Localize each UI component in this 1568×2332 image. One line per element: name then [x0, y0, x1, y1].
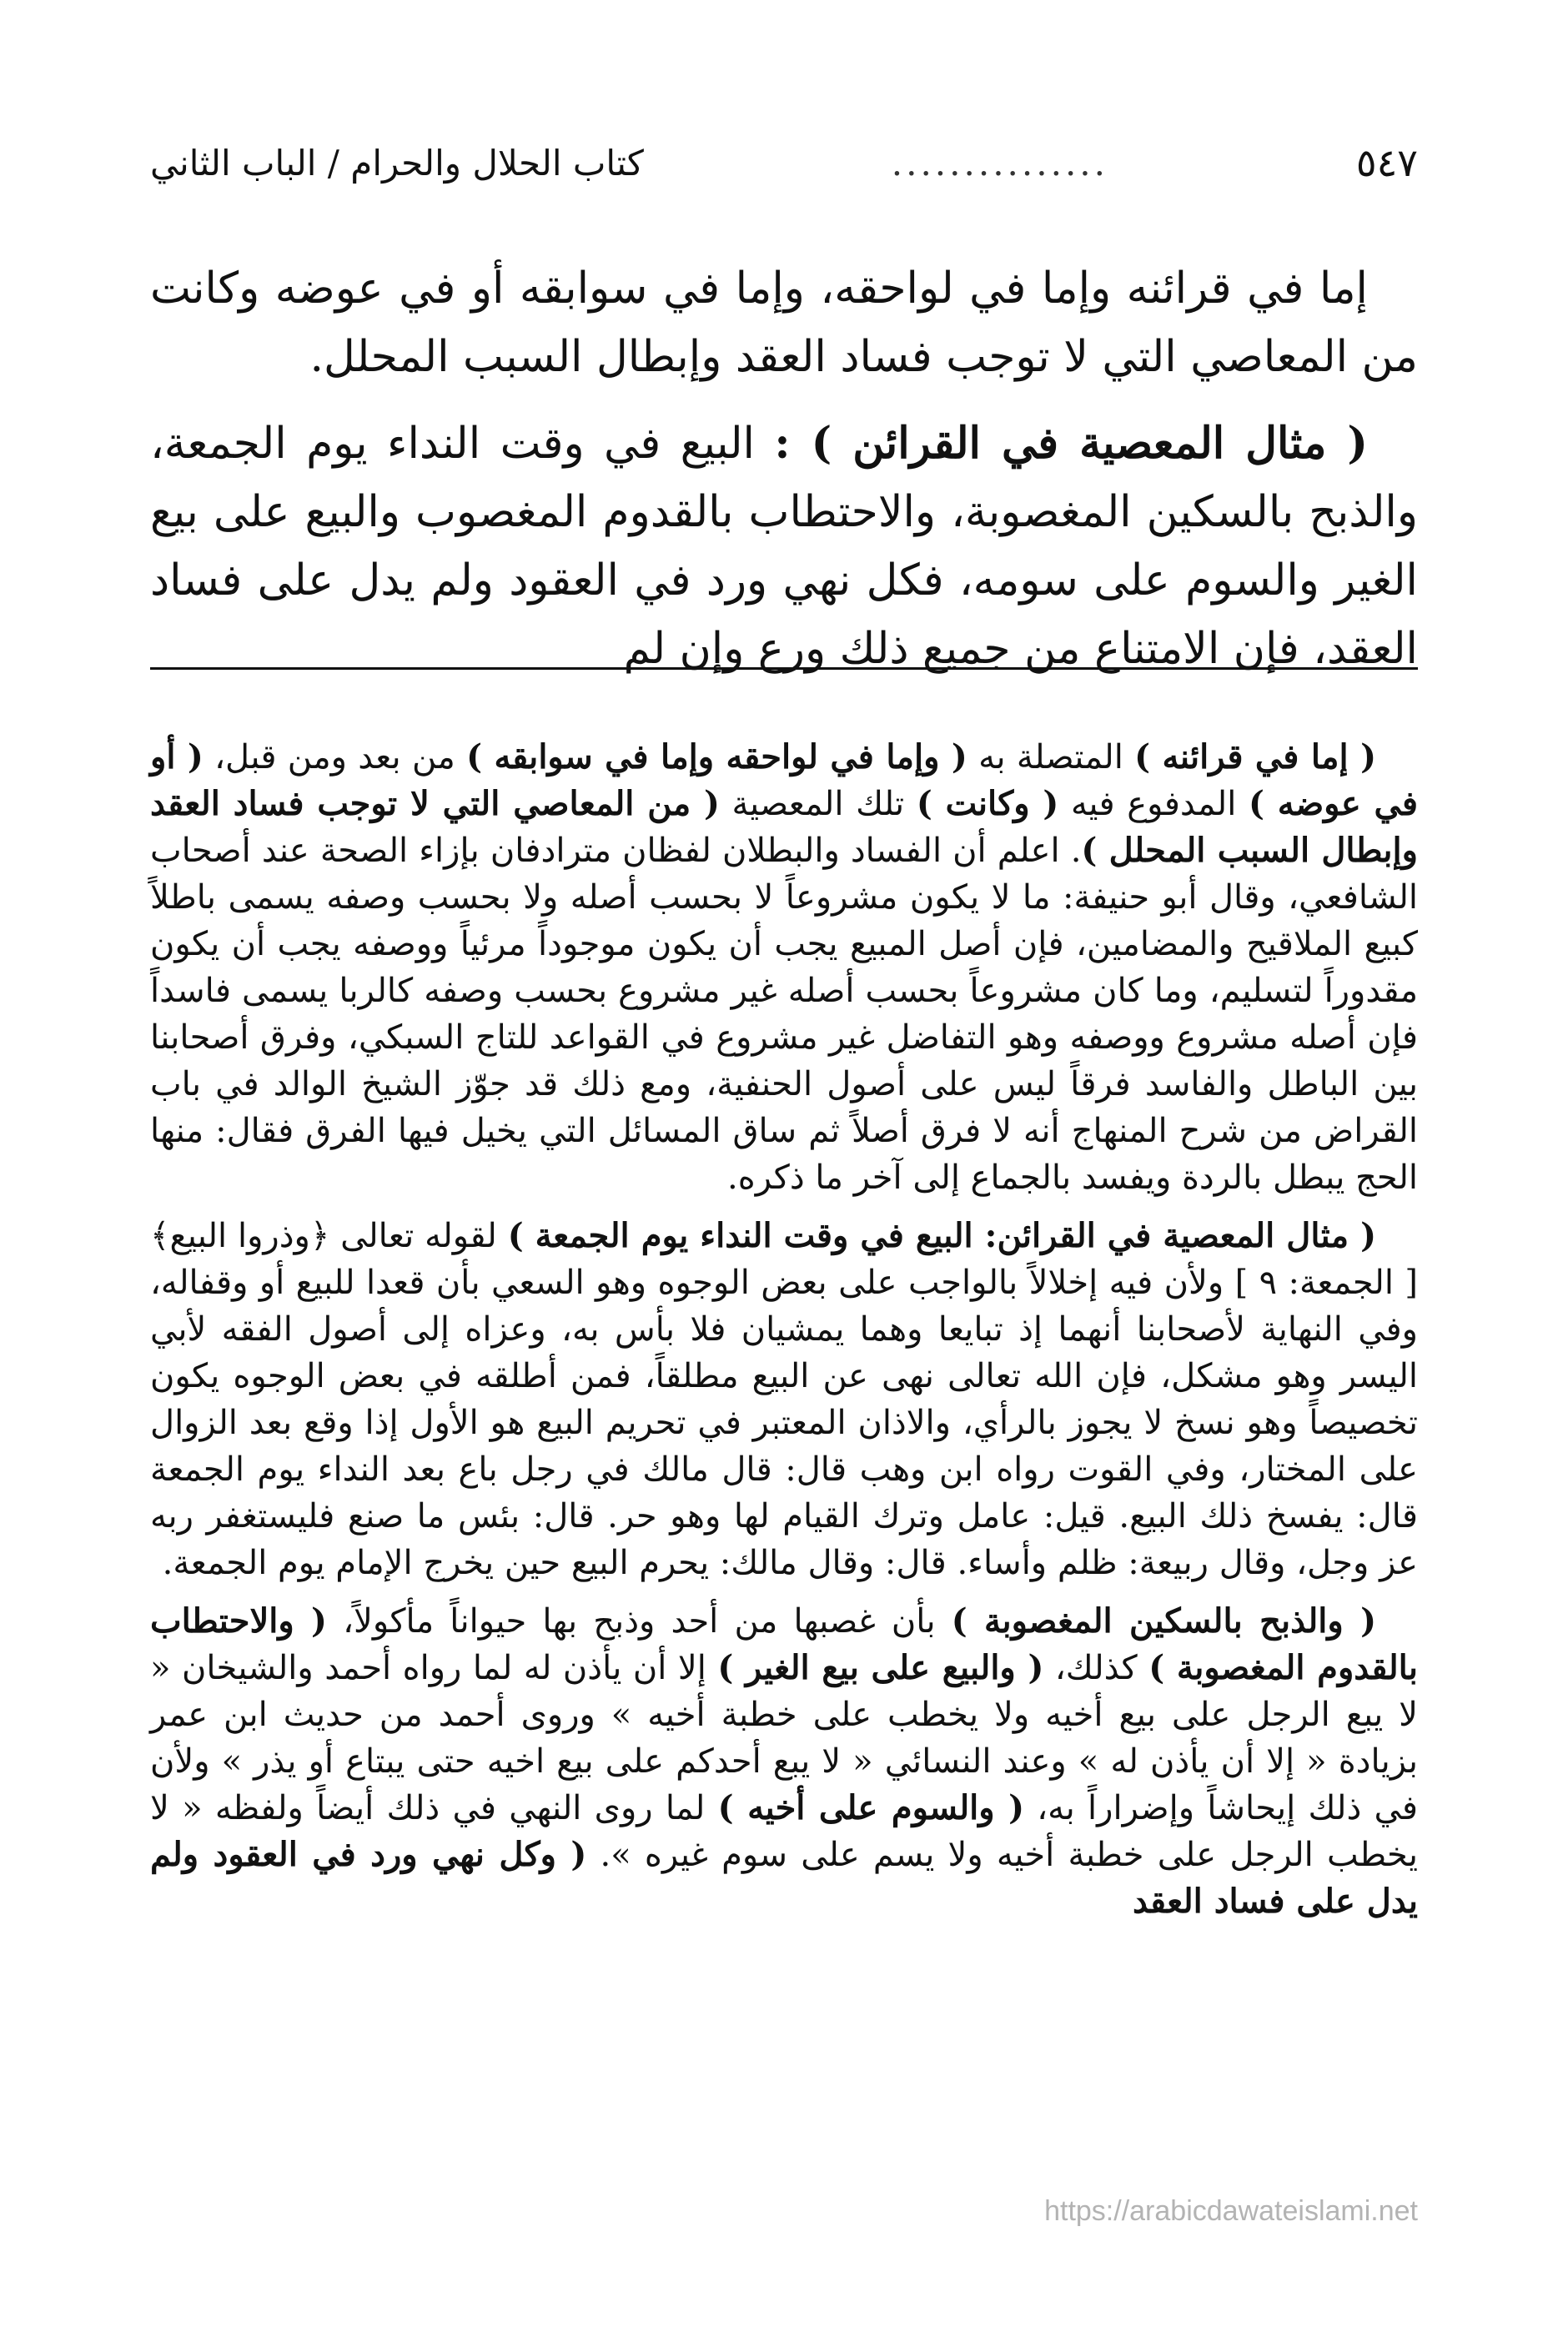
- explanation: . اعلم أن الفساد والبطلان لفظان مترادفان بإزاء الصحة عند أصحاب الشافعي، وقال أبو حنيفة: ما لا يكون مشروعاً لا بحسب أصله ولا بحسب وصفه يسمى باطلاً كبيع الملاقيح والمضامين، فإن أصل المبيع يجب أن يكون موجوداً مرئياً ووصفه يجب أن يكون مقدوراً لتسليم، وما كان مشروعاً بحسب أصله غير مشروع بحسب وصفه كالربا يسمى فاسداً فإن أصله مشروع ووصفه وهو التفاضل غير مشروع في القواعد للتاج السبكي، وفرق أصحابنا بين الباطل والفاسد فرقاً ليس على أصول الحنفية، ومع ذلك قد جوّز الشيخ الوالد في باب القراض من شرح المنهاج أنه لا فرق أصلاً ثم ساق المسائل التي يخيل فيها الفرق فقال: منها الحج يبطل بالردة ويفسد بالجماع إلى آخر ما ذكره.: [150, 832, 1418, 1197]
- quote: ( مثال المعصية في القرائن: البيع في وقت النداء يوم الجمعة ): [507, 1216, 1376, 1255]
- main-p2-heading: ( مثال المعصية في القرائن ) :: [774, 418, 1368, 469]
- footnote-divider: [150, 667, 1418, 670]
- explanation: المدفوع فيه: [1058, 785, 1249, 823]
- watermark-url: https://arabicdawateislami.net: [1044, 2195, 1418, 2227]
- explanation: لقوله تعالى ﴿وذروا البيع﴾ [ الجمعة: ٩ ] ولأن فيه إخلالاً بالواجب على بعض الوجوه وهو السعي بأن قعدا للبيع أو وقفاله، وفي النهاية لأصحابنا أنهما إذ تبايعا وهما يمشيان فلا بأس به، وعزاه إلى أصول الفقه لأبي اليسر وهو مشكل، فإن الله تعالى نهى عن البيع مطلقاً، فمن أطلقه في بعض الوجوه يكون تخصيصاً وهو نسخ لا يجوز بالرأي، والاذان المعتبر في تحريم البيع هو الأول إذا وقع بعد الزوال على المختار، وفي القوت رواه ابن وهب قال: قال مالك في رجل باع بعد النداء يوم الجمعة قال: يفسخ ذلك البيع. قيل: عامل وترك القيام لها وهو حر. قال: بئس ما صنع فليستغفر ربه عز وجل، وقال ربيعة: ظلم وأساء. قال: وقال مالك: يحرم البيع حين يخرج الإمام يوم الجمعة.: [150, 1217, 1418, 1582]
- leader-dots: ...............: [891, 142, 1109, 183]
- commentary: [150, 734, 1418, 1937]
- quote: ( والبيع على بيع الغير ): [717, 1648, 1044, 1687]
- quote: ( وكانت ): [916, 784, 1059, 823]
- main-paragraph-2: [150, 410, 1418, 683]
- commentary-paragraph-3: [150, 1598, 1418, 1925]
- page-number: ٥٤٧: [1355, 140, 1418, 185]
- explanation: تلك المعصية: [719, 785, 917, 823]
- commentary-paragraph-1: [150, 734, 1418, 1201]
- quote: ( أو في عوضه ): [150, 737, 1418, 823]
- explanation: من بعد ومن قبل،: [203, 738, 467, 776]
- explanation: لما روى النهي في ذلك أيضاً ولفظه « لا يخطب الرجل على خطبة أخيه ولا يسم على سوم غيره ».: [150, 1789, 1418, 1874]
- main-text: [150, 254, 1418, 701]
- quote: ( من المعاصي التي لا توجب فساد العقد وإبطال السبب المحلل ): [150, 784, 1418, 870]
- main-p1-text: إما في قرائنه وإما في لواحقه، وإما في سوابقه أو في عوضه وكانت من المعاصي التي لا توجب فساد العقد وإبطال السبب المحلل.: [150, 264, 1418, 382]
- quote: ( وكل نهي ورد في العقود ولم يدل على فساد العقد: [150, 1835, 1418, 1921]
- explanation: بأن غصبها من أحد وذبح بها حيواناً مأكولاً،: [326, 1602, 952, 1641]
- main-p2-text: البيع في وقت النداء يوم الجمعة، والذبح بالسكين المغصوبة، والاحتطاب بالقدوم المغصوب والبيع على بيع الغير والسوم على سومه، فكل نهي ورد في العقود ولم يدل على فساد العقد، فإن الامتناع من جميع ذلك ورع وإن لم: [150, 419, 1418, 674]
- quote: ( والذبح بالسكين المغصوبة ): [951, 1601, 1377, 1641]
- explanation: كذلك،: [1043, 1649, 1149, 1687]
- quote: ( وإما في لواحقه وإما في سوابقه ): [466, 737, 967, 776]
- explanation: إلا أن يأذن له لما رواه أحمد والشيخان « لا يبع الرجل على بيع أخيه ولا يخطب على خطبة أخيه » وروى أحمد من حديث ابن عمر بزيادة « إلا أن يأذن له » وعند النسائي « لا يبع أحدكم على بيع اخيه حتى يبتاع أو يذر » ولأن في ذلك إيحاشاً وإضراراً به،: [150, 1649, 1419, 1827]
- quote: ( والاحتطاب بالقدوم المغصوبة ): [150, 1601, 1418, 1687]
- running-title: كتاب الحلال والحرام / الباب الثاني: [150, 142, 644, 183]
- quote: ( والسوم على أخيه ): [717, 1788, 1024, 1827]
- quote: ( إما في قرائنه ): [1134, 737, 1376, 776]
- commentary-paragraph-2: [150, 1213, 1418, 1586]
- explanation: المتصلة به: [967, 738, 1135, 776]
- main-paragraph-1: [150, 254, 1418, 391]
- page-header: [150, 133, 1418, 192]
